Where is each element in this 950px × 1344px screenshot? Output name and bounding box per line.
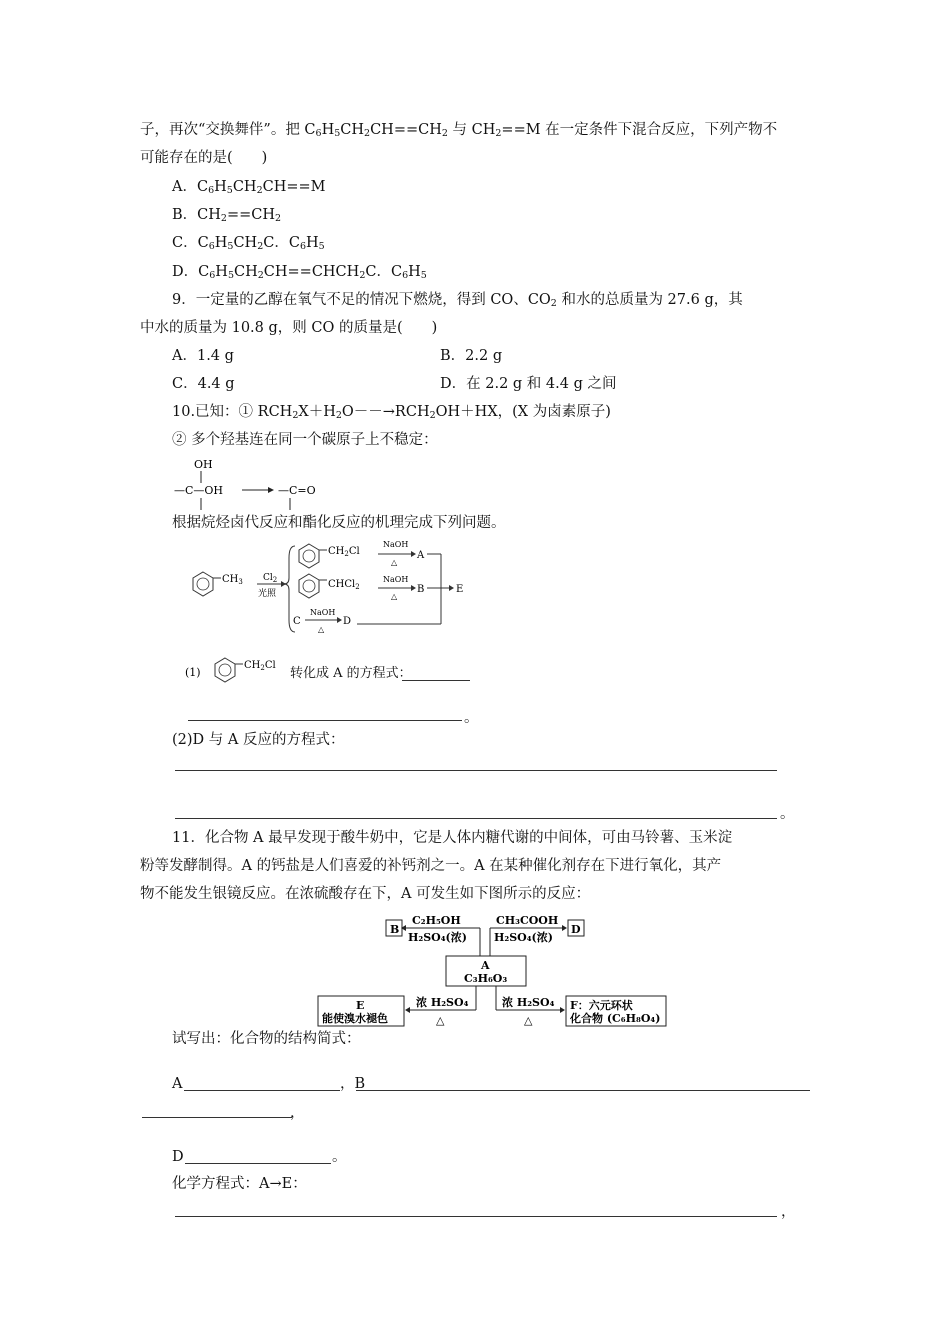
cl2-label: $Cl_2$	[263, 573, 278, 584]
toluene-scheme	[185, 538, 475, 638]
q8-option-b: B．$CH_2==CH_2$	[172, 207, 282, 224]
q10-intro: 根据烷烃卤代反应和酯化反应的机理完成下列问题。	[172, 515, 506, 531]
benzene-ring-icon	[299, 574, 319, 598]
answer-b-blank[interactable]	[356, 1090, 810, 1091]
label-d: D	[343, 616, 352, 627]
heat-label-2: △	[391, 592, 398, 601]
part2-answer-line-2[interactable]	[175, 818, 777, 819]
benzene-ring-icon	[299, 544, 319, 568]
part2-label: (2)D 与 A 反应的方程式：	[172, 732, 345, 748]
label-e: E	[456, 584, 464, 595]
q10-rule2: ② 多个羟基连在同一个碳原子上不稳定：	[172, 432, 438, 448]
q8-option-a: A．$C_6H_5CH_2CH==M$	[172, 179, 326, 196]
ch3cooh-label: CH₃COOH	[496, 914, 559, 927]
part2-end: 。	[780, 806, 795, 822]
part1-answer-blank[interactable]	[402, 680, 470, 681]
answer-a-label: A	[172, 1076, 183, 1092]
ch3-label: $CH_3$	[222, 574, 243, 586]
box-a-label: A	[481, 959, 490, 972]
conc-right-label: 浓 H₂SO₄	[502, 996, 555, 1009]
heat-right-label: △	[524, 1014, 533, 1027]
box-d-label: D	[571, 923, 581, 936]
answer-b-blank-cont[interactable]	[142, 1117, 292, 1118]
box-e-label: E	[356, 999, 365, 1012]
light-label: 光照	[258, 589, 277, 599]
q9-option-d: D．在 2.2 g 和 4.4 g 之间	[440, 376, 617, 392]
label-b: B	[417, 584, 425, 595]
part1-answer-line[interactable]	[188, 720, 462, 721]
part1-number: (1)	[185, 666, 201, 679]
q8-option-c: C．$C_6H_5CH_2C$．$C_6H_5$	[172, 235, 325, 252]
q9-option-a: A．1.4 g	[172, 348, 234, 364]
label-c: C	[293, 616, 301, 627]
heat-left-label: △	[436, 1014, 445, 1027]
diol-arrowhead	[268, 487, 274, 493]
h2so4-left-label: H₂SO₄(浓)	[408, 931, 467, 944]
q9-line1: 9．一定量的乙醇在氧气不足的情况下燃烧，得到 CO、$CO_2$ 和水的总质量为 27.6 g，其	[172, 292, 743, 309]
oh-top-label: OH	[194, 458, 213, 471]
q8-line2: 可能存在的是( )	[140, 150, 268, 166]
benzene-ring-icon	[215, 658, 235, 682]
q8-option-d: D．$C_6H_5CH_2CH==CHCH_2C$．$C_6H_5$	[172, 264, 427, 281]
box-b-label: B	[390, 923, 400, 936]
part2-answer-line-1[interactable]	[175, 770, 777, 771]
ch2cl-label: $CH_2Cl$	[328, 546, 360, 558]
q10-known: 10.已知：① $RCH_2X+H_2O--\to RCH_2OH+HX$，(X 为卤素原子)	[172, 404, 611, 421]
equation-answer-line[interactable]	[175, 1216, 777, 1217]
answer-d-label: D	[172, 1149, 184, 1165]
gem-diol-diagram	[172, 456, 332, 512]
q8-line1: 子，再次“交换舞伴”。把 $C_6H_5CH_2CH==CH_2$ 与 $CH_2==M$ 在一定条件下混合反应，下列产物不	[140, 122, 778, 139]
lactic-acid-diagram	[312, 912, 672, 1030]
heat-label-1: △	[391, 558, 398, 567]
benzene-ring-icon	[193, 572, 213, 596]
naoh-label-3: NaOH	[310, 608, 336, 617]
benzyl-chloride-struct	[185, 652, 295, 688]
part1-end: 。	[464, 710, 479, 726]
box-e-desc: 能使溴水褪色	[322, 1012, 388, 1025]
label-a: A	[417, 550, 425, 561]
naoh-label-1: NaOH	[383, 540, 409, 549]
diol-left-struct: —C—OH	[174, 484, 224, 497]
ch2cl-label: $CH_2Cl$	[244, 660, 276, 672]
box-f-desc: F：六元环状	[570, 999, 633, 1012]
q9-option-c: C．4.4 g	[172, 376, 235, 392]
q11-line1: 11．化合物 A 最早发现于酸牛奶中，它是人体内糖代谢的中间体，可由马铃薯、玉米淀	[172, 830, 733, 846]
c2h5oh-label: C₂H₅OH	[412, 914, 461, 927]
answer-a-blank[interactable]	[184, 1090, 340, 1091]
conc-left-label: 浓 H₂SO₄	[416, 996, 469, 1009]
q11-line2: 粉等发酵制得。A 的钙盐是人们喜爱的补钙剂之一。A 在某种催化剂存在下进行氧化，其产	[140, 858, 722, 874]
equation-label: 化学方程式：A→E：	[172, 1176, 307, 1192]
chcl2-label: CHCl$_2$	[328, 579, 360, 591]
heat-label-3: △	[318, 625, 325, 634]
q9-option-b: B．2.2 g	[440, 348, 503, 364]
comma-1: ，	[290, 1105, 305, 1121]
q11-line3: 物不能发生银镜反应。在浓硫酸存在下，A 可发生如下图所示的反应：	[140, 886, 591, 902]
answer-d-blank[interactable]	[185, 1163, 331, 1164]
naoh-label-2: NaOH	[383, 575, 409, 584]
h2so4-right-label: H₂SO₄(浓)	[494, 931, 553, 944]
answer-d-end: 。	[332, 1149, 347, 1165]
box-f-desc2: 化合物 (C₆H₈O₄)	[570, 1012, 661, 1025]
part1-text: 转化成 A 的方程式：	[290, 666, 412, 681]
q9-line2: 中水的质量为 10.8 g，则 CO 的质量是( )	[140, 320, 438, 336]
q11-ask: 试写出：化合物的结构简式：	[172, 1031, 361, 1047]
answer-b-label: ，B	[340, 1076, 366, 1092]
box-a-formula: C₃H₆O₃	[464, 972, 508, 985]
comma-2: ，	[781, 1204, 796, 1220]
diol-right-struct: —C=O	[278, 484, 316, 497]
